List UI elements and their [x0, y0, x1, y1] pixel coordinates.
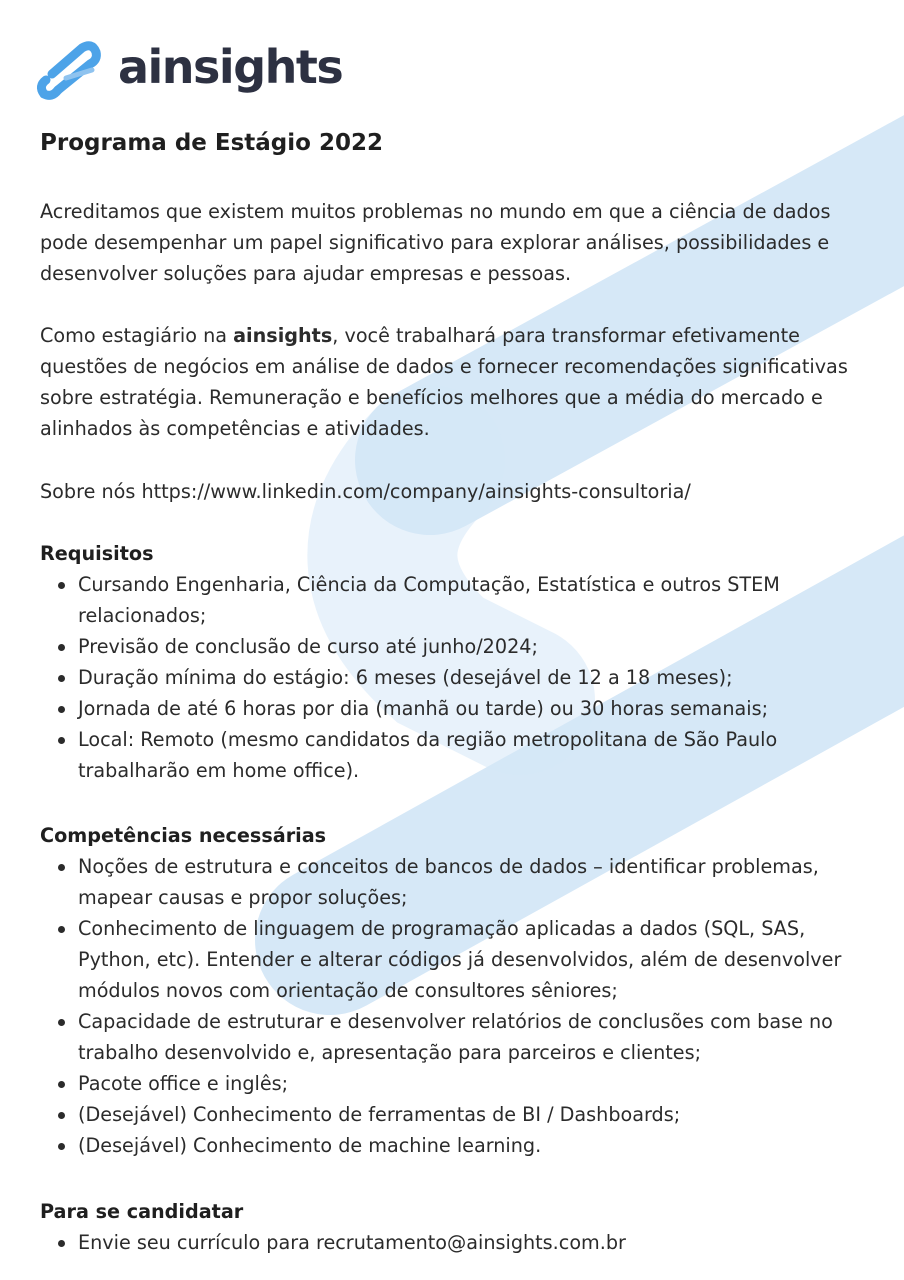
brand-name: ainsights	[233, 324, 333, 347]
page-title: Programa de Estágio 2022	[40, 130, 383, 156]
list-item: Noções de estrutura e conceitos de bancos de dados – identificar problemas, mapear causas e propor soluções;	[40, 851, 870, 913]
skills-list	[40, 851, 870, 1161]
about-paragraph: Sobre nós https://www.linkedin.com/company/ainsights-consultoria/	[40, 480, 691, 503]
list-item: (Desejável) Conhecimento de ferramentas de BI / Dashboards;	[40, 1099, 870, 1130]
list-item: Conhecimento de linguagem de programação aplicadas a dados (SQL, SAS, Python, etc). Entender e alterar códigos já desenvolvidos, além de desenvolver módulos novos com orientação de consultores sêniores;	[40, 913, 870, 1006]
apply-list	[40, 1227, 870, 1258]
ainsights-logo	[32, 36, 342, 108]
requirements-section	[40, 538, 870, 786]
intern-text-after: , você trabalhará para transformar efetivamente questões de negócios em análise de dados e fornecer recomendações significativas sobre estratégia. Remuneração e benefícios melhores que a média do mercado e alinhados às competências e atividades.	[40, 324, 848, 440]
intern-text-before: Como estagiário na	[40, 324, 234, 347]
apply-section	[40, 1196, 870, 1258]
list-item: (Desejável) Conhecimento de machine learning.	[40, 1130, 870, 1161]
logo-wordmark: ainsights	[118, 40, 343, 94]
skills-section	[40, 820, 870, 1161]
list-item: Capacidade de estruturar e desenvolver relatórios de conclusões com base no trabalho desenvolvido e, apresentação para parceiros e clientes;	[40, 1006, 870, 1068]
requirements-list	[40, 569, 870, 786]
intro-paragraph: Acreditamos que existem muitos problemas no mundo em que a ciência de dados pode desempenhar um papel significativo para explorar análises, possibilidades e desenvolver soluções para ajudar empresas e pessoas.	[40, 200, 831, 285]
intern-paragraph	[40, 320, 870, 444]
requirements-heading: Requisitos	[40, 542, 154, 565]
list-item: Envie seu currículo para recrutamento@ainsights.com.br	[40, 1227, 870, 1258]
skills-heading: Competências necessárias	[40, 824, 327, 847]
list-item: Local: Remoto (mesmo candidatos da região metropolitana de São Paulo trabalharão em home office).	[40, 724, 870, 786]
list-item: Pacote office e inglês;	[40, 1068, 870, 1099]
apply-heading: Para se candidatar	[40, 1200, 244, 1223]
list-item: Jornada de até 6 horas por dia (manhã ou tarde) ou 30 horas semanais;	[40, 693, 870, 724]
ainsights-logo-mark-icon	[32, 36, 104, 108]
list-item: Cursando Engenharia, Ciência da Computação, Estatística e outros STEM relacionados;	[40, 569, 870, 631]
list-item: Previsão de conclusão de curso até junho/2024;	[40, 631, 870, 662]
list-item: Duração mínima do estágio: 6 meses (desejável de 12 a 18 meses);	[40, 662, 870, 693]
